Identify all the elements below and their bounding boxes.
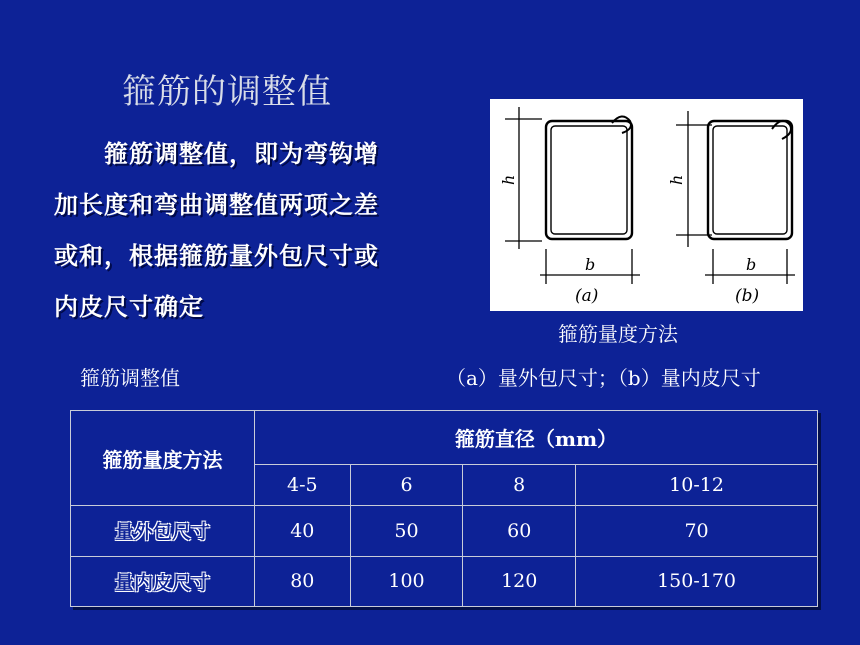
header-method-cell: 箍筋量度方法	[71, 411, 255, 506]
paragraph-line-3: 或和，根据箍筋量外包尺寸或	[54, 241, 379, 270]
table-row	[71, 506, 818, 556]
paragraph-line-2: 加长度和弯曲调整值两项之差	[54, 190, 379, 219]
table-cell: 40	[255, 506, 351, 556]
slide-title: 箍筋的调整值	[122, 72, 332, 112]
table-cell: 60	[463, 506, 576, 556]
paragraph-line-4: 内皮尺寸确定	[54, 292, 204, 321]
row-label: 量内皮尺寸	[71, 556, 255, 606]
figure-caption: 箍筋量度方法	[558, 322, 678, 346]
stirrup-outer	[546, 121, 632, 239]
adjustment-table	[70, 410, 818, 607]
table-cell: 120	[463, 556, 576, 606]
stirrup-measurement-figure	[490, 99, 803, 311]
column-header: 8	[463, 464, 576, 505]
label-h-b: h	[667, 174, 686, 185]
description-paragraph	[54, 128, 454, 332]
table-cell: 50	[350, 506, 463, 556]
table-cell: 100	[350, 556, 463, 606]
column-header: 6	[350, 464, 463, 505]
stirrup-hook	[772, 121, 791, 139]
column-header: 4-5	[255, 464, 351, 505]
row-label: 量外包尺寸	[71, 506, 255, 556]
header-diameter-cell: 箍筋直径（mm）	[255, 411, 818, 465]
label-b-b: b	[746, 255, 757, 274]
paragraph-line-1: 箍筋调整值，即为弯钩增	[104, 139, 379, 168]
table-header-row	[71, 411, 818, 465]
table-cell: 150-170	[576, 556, 818, 606]
figure-subcaption: （a）量外包尺寸；（b）量内皮尺寸	[446, 366, 761, 390]
stirrup-inner	[713, 126, 787, 234]
stirrup-diagram	[490, 99, 803, 311]
table-cell: 70	[576, 506, 818, 556]
panel-label-a: (a)	[575, 286, 599, 306]
stirrup-hook	[612, 116, 631, 133]
label-h-a: h	[499, 174, 518, 185]
table-cell: 80	[255, 556, 351, 606]
column-header: 10-12	[576, 464, 818, 505]
label-b-a: b	[585, 255, 596, 274]
table-title: 箍筋调整值	[80, 366, 180, 390]
stirrup-outer	[708, 121, 792, 239]
table-row	[71, 556, 818, 606]
stirrup-inner	[551, 126, 627, 234]
panel-label-b: (b)	[735, 286, 760, 306]
